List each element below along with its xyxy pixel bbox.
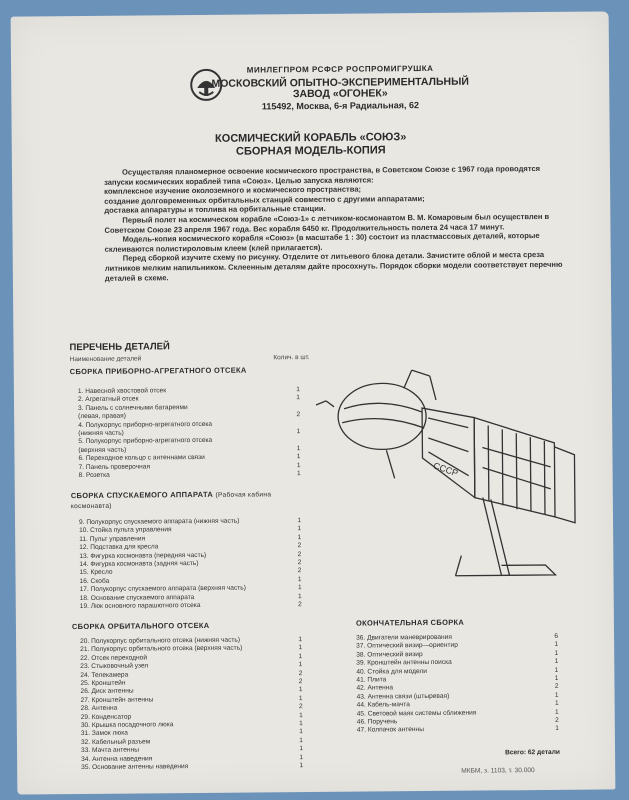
part-name: 12. Подставка для кресла [79, 543, 159, 552]
part-qty: 1 [297, 584, 302, 592]
part-name: 4. Полукорпус приборно-агрегатного отсека [78, 420, 213, 429]
part-name: 2. Агрегатный отсек [77, 395, 139, 404]
part-name: 23. Стыковочный узел [80, 662, 149, 671]
part-name: 36. Двигатели маневрирования [356, 633, 452, 642]
part-name: (нижняя часть) [78, 429, 124, 438]
part-qty: 1 [299, 720, 303, 728]
intro-text [104, 164, 565, 283]
document-subtitle: СБОРНАЯ МОДЕЛЬ-КОПИЯ [235, 144, 386, 158]
section-title-text: СБОРКА СПУСКАЕМОГО АППАРАТА [70, 489, 214, 501]
spacecraft-drawing [304, 346, 606, 594]
parts-list-title: ПЕРЕЧЕНЬ ДЕТАЛЕЙ [69, 341, 170, 354]
part-name: 43. Антенна связи (штыревая) [356, 692, 450, 701]
part-name: 28. Антенна [80, 704, 118, 713]
part-name: 18. Основание спускаемого аппарата [79, 593, 195, 602]
part-qty: 2 [298, 669, 303, 677]
part-name: 20. Полукорпус орбитального отсека (нижняя часть) [80, 636, 241, 646]
part-name: 30. Крышка посадочного люка [80, 721, 174, 730]
part-name: 25. Кронштейн [80, 679, 126, 688]
part-qty: 1 [554, 658, 559, 666]
part-name: 16. Скоба [79, 577, 110, 585]
part-name: 5. Полукорпус приборно-агрегатного отсека [78, 437, 213, 446]
part-name: 11. Пульт управления [79, 535, 146, 543]
print-info: МКБМ, з. 1103, т. 30.000 [461, 767, 535, 775]
part-qty: 1 [554, 700, 559, 708]
section-title: СБОРКА ОРБИТАЛЬНОГО ОТСЕКА [71, 620, 210, 632]
factory-name-line1: МОСКОВСКИЙ ОПЫТНО-ЭКСПЕРИМЕНТАЛЬНЫЙ [211, 75, 469, 90]
part-name: 7. Панель проверочная [78, 463, 151, 471]
part-qty: 1 [298, 636, 303, 644]
part-name: 14. Фигурка космонавта (задняя часть) [79, 560, 199, 569]
part-name: 35. Основание антенны наведения [81, 763, 189, 772]
part-name: 26. Диск антенны [80, 688, 134, 696]
instruction-sheet [11, 11, 616, 794]
parts-section-list [80, 636, 303, 772]
part-name: 33. Мачта антенны [80, 746, 139, 755]
part-qty: 1 [297, 517, 302, 525]
part-qty: 1 [299, 711, 303, 719]
intro-paragraph: Осуществляя планомерное освоение космического пространства, в Советском Союзе с 1967 года проводятся запуски космических кораблей типа «Союз». Целью запуска являются: [104, 164, 541, 187]
part-qty: 2 [297, 567, 302, 575]
part-qty: 1 [554, 674, 559, 682]
part-qty: 1 [554, 641, 559, 649]
part-qty: 2 [296, 411, 301, 419]
part-qty: 1 [299, 728, 303, 736]
part-qty: 1 [296, 386, 300, 394]
part-qty: 1 [296, 444, 301, 452]
part-name: 47. Колпачок антенны [356, 726, 424, 735]
part-name: 44. Кабель-мачта [356, 701, 410, 709]
intro-paragraph: создание долговременных орбитальных станций совместно с другими аппаратами; [104, 193, 425, 206]
part-qty: 2 [555, 716, 559, 724]
part-name: 34. Антенна наведения [81, 755, 153, 763]
intro-paragraph: Перед сборкой изучите схему по рисунку. Отделите от литьевого блока детали. Зачистите облой и места среза литников мелким напильником. Склеенным деталям дайте просохнуть. Порядок сборки модели соответствует перечню деталей в схеме. [104, 250, 563, 283]
part-qty: 1 [296, 428, 301, 436]
part-qty: 1 [299, 753, 304, 761]
hull-label: СССР [431, 460, 460, 479]
part-row [80, 601, 302, 611]
part-qty: 1 [554, 649, 559, 657]
part-qty: 2 [297, 550, 302, 558]
column-name-label: Наименование деталей [69, 355, 142, 364]
factory-name-line2: ЗАВОД «ОГОНЕК» [292, 87, 388, 101]
part-qty: 2 [298, 703, 303, 711]
part-qty [290, 420, 300, 428]
part-name: 39. Кронштейн антенны поиска [356, 659, 452, 667]
intro-paragraph: Модель-копия космического корабля «Союз» (в масштабе 1 : 30) состоит из пластмассовых деталей, которые склеиваются полистироловым клеем (клей прилагается). [104, 231, 540, 254]
part-qty: 1 [296, 394, 300, 402]
part-qty: 1 [299, 736, 303, 745]
part-qty: 1 [298, 644, 303, 652]
part-qty: 1 [299, 762, 304, 770]
part-name: 15. Кресло [79, 569, 113, 577]
part-qty: 1 [298, 686, 303, 694]
part-name: 21. Полукорпус орбитального отсека (верхняя часть) [80, 645, 243, 654]
part-qty: 2 [298, 678, 303, 686]
column-qty-label: Колич. в шт. [273, 354, 310, 362]
part-name: 3. Панель с солнечными батареями [78, 403, 188, 412]
parts-total: Всего: 62 детали [505, 748, 560, 757]
part-name: 32. Кабельный разъем [80, 738, 151, 746]
part-name: (верхняя часть) [78, 446, 127, 454]
part-qty: 1 [555, 725, 559, 733]
part-name: 38. Оптический визир [356, 650, 423, 659]
part-qty: 1 [297, 525, 302, 533]
part-qty: 1 [296, 461, 301, 469]
part-qty: 2 [298, 601, 302, 609]
part-qty: 1 [299, 745, 304, 753]
parts-section-list [79, 517, 302, 611]
intro-paragraph: доставка аппаратуры и топлива на орбитальные станции. [104, 204, 326, 216]
part-name: 31. Замок люка [80, 730, 128, 738]
part-qty [290, 437, 300, 445]
part-qty: 1 [296, 470, 301, 478]
part-qty: 1 [298, 661, 303, 669]
document-title: КОСМИЧЕСКИЙ КОРАБЛЬ «СОЮЗ» [214, 131, 407, 145]
part-name: 29. Конденсатор [80, 713, 132, 721]
part-qty: 2 [297, 542, 302, 550]
part-qty: 1 [296, 453, 301, 461]
part-qty: 2 [297, 559, 302, 567]
intro-paragraph: Первый полет на космическом корабле «Союз-1» с летчиком-космонавтом В. М. Комаровым был осуществлен в Советском Союзе 23 апреля 1967 года. Вес корабля 6450 кг. Продолжительность полета 24 часа 17 минут. [104, 211, 550, 235]
part-name: 45. Световой маяк системы сближения [356, 709, 477, 718]
part-name: 27. Кронштейн антенны [80, 696, 154, 704]
ministry-line: МИНЛЕГПРОМ РСФСР РОСПРОМИГРУШКА [246, 63, 434, 75]
part-name: 9. Полукорпус спускаемого аппарата (нижняя часть) [79, 517, 240, 527]
part-qty: 1 [554, 666, 559, 674]
part-qty: 1 [555, 708, 559, 716]
factory-address: 115492, Москва, 6-я Радиальная, 62 [261, 100, 420, 112]
part-name: 24. Телекамера [80, 671, 129, 679]
part-name: 17. Полукорпус спускаемого аппарата (верхняя часть) [79, 584, 246, 594]
section-title: ОКОНЧАТЕЛЬНАЯ СБОРКА [355, 617, 465, 628]
part-name: 6. Переходное кольцо с антеннами связи [78, 454, 205, 463]
section-title-note: (Рабочая кабина космонавта) [70, 491, 272, 511]
parts-column-header [70, 354, 310, 363]
part-name: 22. Отсек переходной [80, 654, 148, 662]
part-qty [290, 403, 300, 411]
part-qty: 1 [297, 533, 302, 541]
part-qty: 1 [297, 575, 302, 583]
part-name: 19. Люк основного парашютного отсека [79, 602, 201, 611]
part-name: 40. Стойка для модели [356, 667, 427, 676]
parts-section-list [78, 386, 301, 480]
section-title [71, 489, 301, 511]
part-name: 41. Плита [356, 676, 387, 684]
part-name: 13. Фигурка космонавта (передняя часть) [79, 551, 207, 560]
parts-section-list [356, 633, 559, 736]
part-row [81, 762, 303, 772]
part-name: 37. Оптический визир—ориентир [356, 642, 458, 651]
part-row [357, 725, 559, 735]
part-qty: 1 [298, 652, 303, 660]
part-qty: 1 [297, 592, 302, 600]
part-name: 42. Антенна [356, 684, 394, 693]
intro-paragraph: комплексное изучение околоземного и космического пространства; [104, 184, 362, 197]
part-qty: 2 [554, 683, 559, 691]
section-title: СБОРКА ПРИБОРНО-АГРЕГАТНОГО ОТСЕКА [69, 365, 247, 377]
part-name: 10. Стойка пульта управления [79, 526, 172, 535]
part-name: (левая, правая) [78, 412, 126, 421]
part-name: 46. Поручень [356, 718, 398, 726]
part-qty: 1 [298, 694, 303, 702]
part-qty: 6 [554, 632, 559, 640]
part-qty: 1 [554, 691, 559, 699]
part-name: 1. Навесной хвостовой отсек [77, 387, 167, 396]
part-name: 8. Розетка [78, 471, 110, 480]
